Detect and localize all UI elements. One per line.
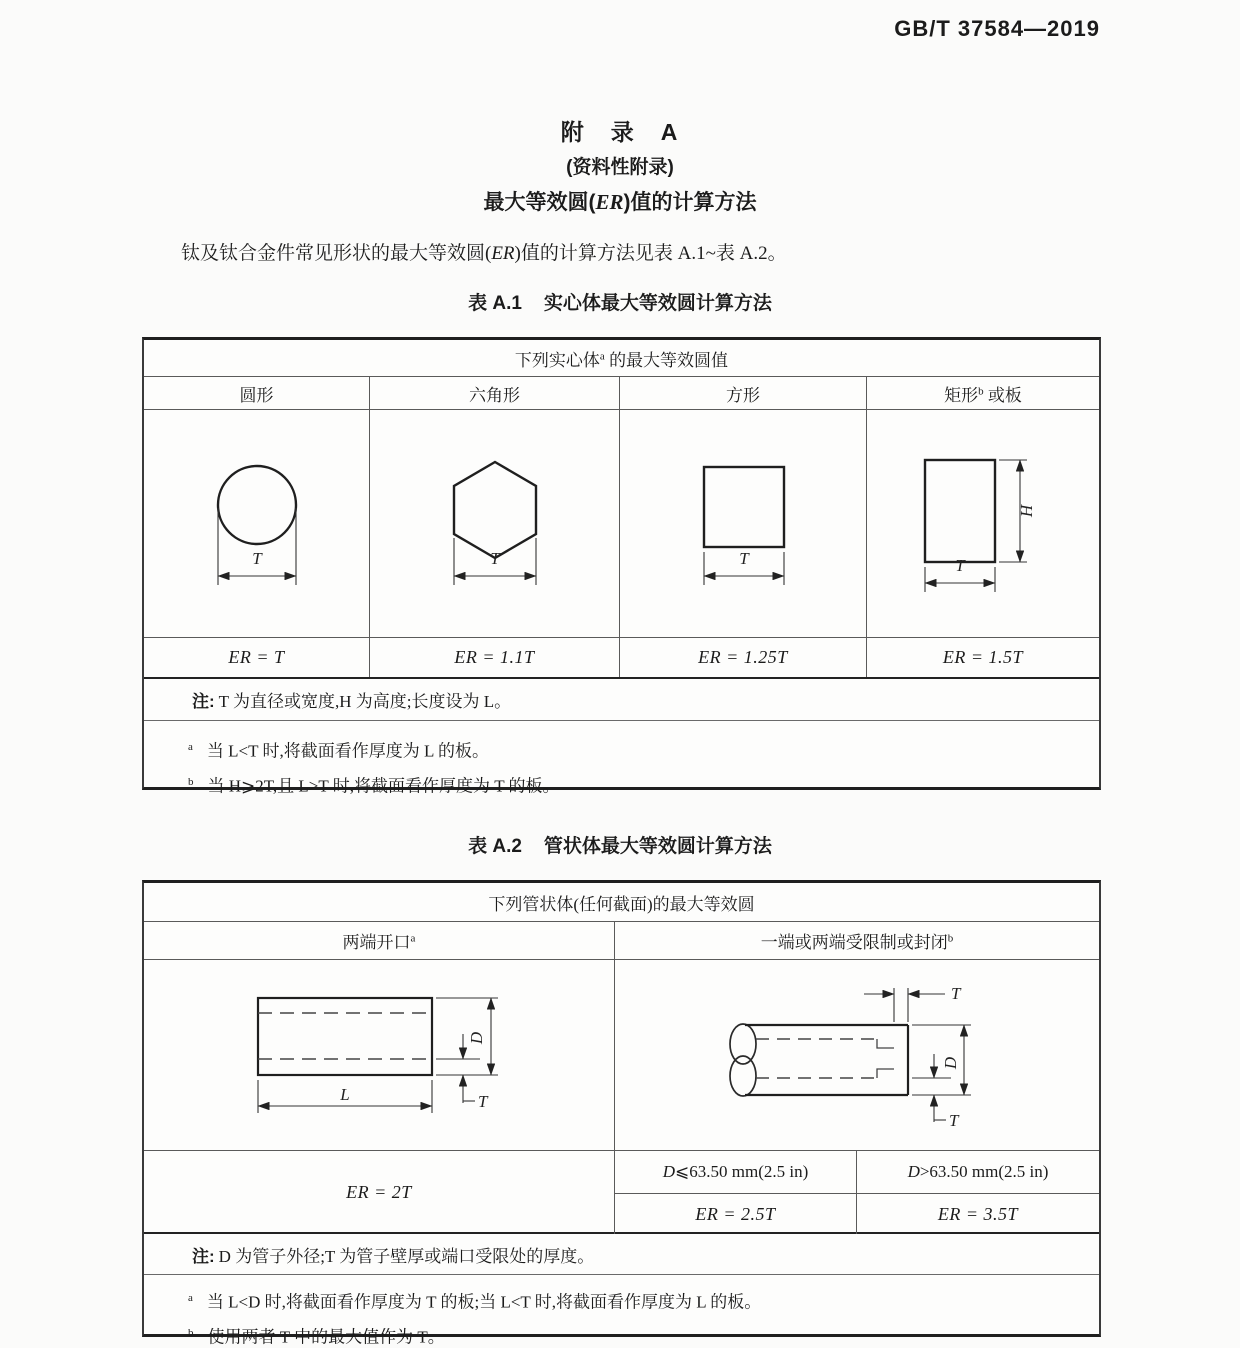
circle-drawing-cell	[144, 410, 370, 637]
closed-tube-diameter-label: D	[941, 1056, 960, 1070]
table-a2-note: 注: D 为管子外径;T 为管子壁厚或端口受限处的厚度。	[144, 1232, 1099, 1274]
col-header-restricted-ends: 一端或两端受限制或封闭$^b$	[760, 932, 954, 952]
closed-tube-diagram	[615, 960, 1099, 1150]
table-a1-footnotes	[144, 720, 1099, 796]
col-header-square: 方形	[620, 377, 867, 409]
formula-open-tube: ER = 2T	[144, 1151, 615, 1234]
diameter-conditions	[615, 1151, 1099, 1194]
table-a1-caption: 表 A.1 实心体最大等效圆计算方法	[468, 293, 772, 314]
table-a2-column-headers	[144, 922, 1099, 960]
open-tube-diagram	[144, 960, 615, 1150]
footnote-a: $^a$ 当 L<T 时,将截面看作厚度为 L 的板。	[188, 741, 489, 761]
col-header-rectangle: 矩形$^b$ 或板	[944, 384, 1022, 405]
hexagon-diagram	[370, 410, 619, 637]
circle-dim-label: T	[252, 549, 262, 568]
formula-large-diameter: ER = 3.5T	[937, 1203, 1019, 1224]
table-a1-column-headers	[144, 377, 1099, 410]
table-a2	[142, 880, 1101, 1347]
rectangle-width-label: T	[955, 556, 965, 575]
footnote-a: $^a$ 当 L<D 时,将截面看作厚度为 T 的板;当 L<T 时,将截面看作厚度为 L 的板。	[188, 1292, 762, 1312]
tube-length-label: L	[340, 1085, 350, 1104]
intro-paragraph: 钛及钛合金件常见形状的最大等效圆(ER)值的计算方法见表 A.1~表 A.2。	[181, 243, 787, 264]
table-a1	[142, 337, 1101, 796]
square-drawing-cell	[620, 410, 867, 637]
formula-rectangle: ER = 1.5T	[942, 647, 1024, 667]
col-header-open-ends: 两端开口$^a$	[144, 922, 615, 959]
square-diagram	[620, 410, 866, 637]
table-a2-drawings	[144, 960, 1099, 1150]
table-a1-formula-row	[144, 637, 1099, 677]
table-a1-note: 注: T 为直径或宽度,H 为高度;长度设为 L。	[144, 677, 1099, 720]
appendix-heading: 最大等效圆(ER)值的计算方法	[483, 190, 757, 214]
formula-hexagon: ER = 1.1T	[370, 638, 620, 677]
formula-square: ER = 1.25T	[620, 638, 867, 677]
circle-diagram	[144, 410, 369, 637]
open-tube-drawing-cell	[144, 960, 615, 1155]
table-a2-footnotes	[144, 1274, 1099, 1347]
square-dim-label: T	[739, 549, 749, 568]
tube-diameter-label: D	[467, 1031, 486, 1045]
col-header-circle: 圆形	[144, 377, 370, 409]
table-a1-shape-drawings	[144, 410, 1099, 637]
tube-wall-label: T	[478, 1092, 488, 1111]
table-a2-values	[144, 1150, 1099, 1232]
table-a2-caption: 表 A.2 管状体最大等效圆计算方法	[468, 836, 772, 857]
formula-small-diameter: ER = 2.5T	[615, 1194, 857, 1234]
footnote-b: $^b$ 使用两者 T 中的最大值作为 T。	[188, 1326, 445, 1347]
hexagon-dim-label: T	[490, 549, 500, 568]
condition-large-diameter: D>63.50 mm(2.5 in)	[907, 1162, 1049, 1181]
table-a2-span-header: 下列管状体(任何截面)的最大等效圆	[144, 883, 1099, 922]
standard-number: GB/T 37584—2019	[894, 16, 1100, 41]
rectangle-drawing-cell	[867, 410, 1099, 637]
appendix-title: 附 录 A	[560, 119, 680, 145]
restricted-values	[615, 1151, 1099, 1234]
rectangle-height-label: H	[1017, 504, 1036, 518]
hexagon-drawing-cell	[370, 410, 620, 637]
appendix-subtitle: (资料性附录)	[566, 157, 674, 178]
closed-tube-wall-label: T	[949, 1111, 959, 1130]
table-a1-span-header: 下列实心体$^a$ 的最大等效圆值	[144, 340, 1099, 377]
col-header-hexagon: 六角形	[370, 377, 620, 409]
end-wall-label: T	[951, 984, 961, 1003]
rectangle-diagram	[867, 410, 1099, 637]
restricted-formulas	[615, 1194, 1099, 1234]
closed-tube-drawing-cell	[615, 960, 1099, 1155]
formula-circle: ER = T	[144, 638, 370, 677]
condition-small-diameter: D⩽63.50 mm(2.5 in)	[615, 1151, 857, 1193]
footnote-b: $^b$ 当 H⩾2T,且 L>T 时,将截面看作厚度为 T 的板。	[188, 775, 560, 796]
